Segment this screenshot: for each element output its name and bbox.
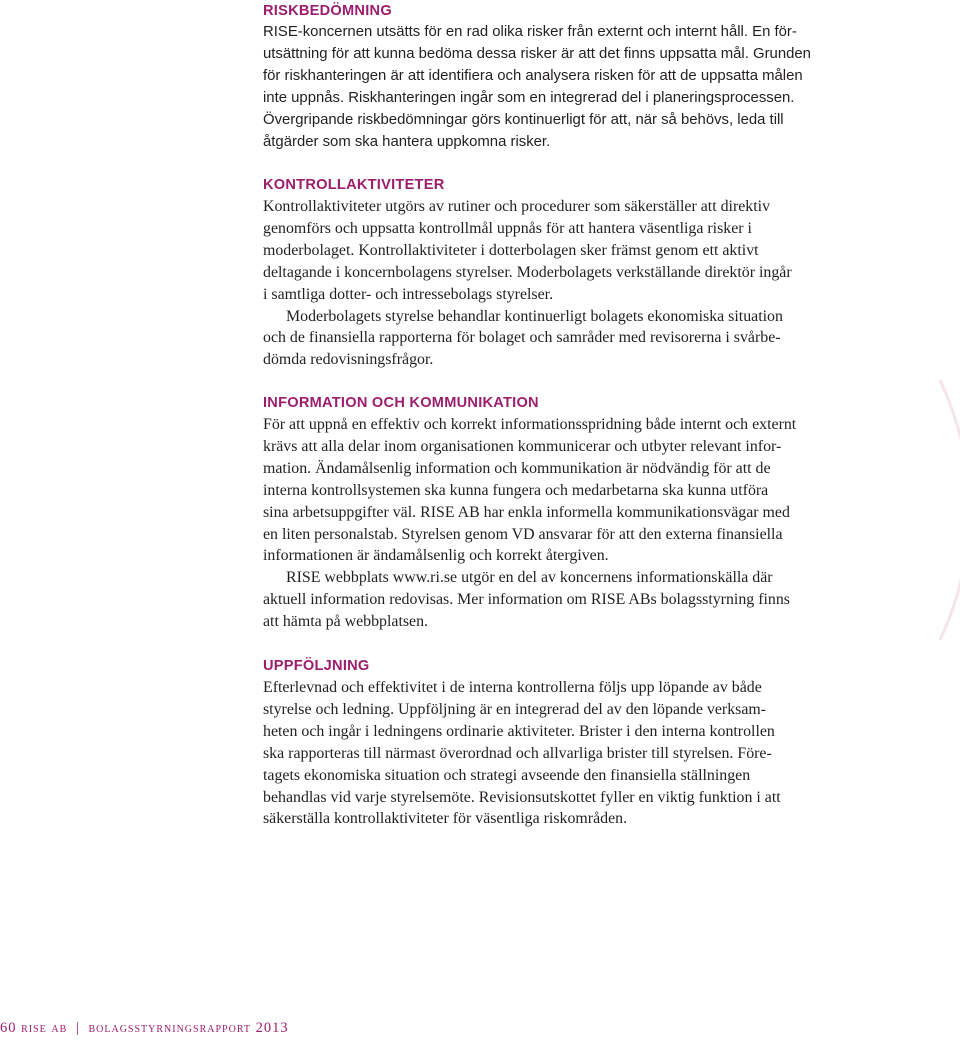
section-heading: RISKBEDÖMNING — [263, 3, 392, 19]
section-riskbedomning — [263, 0, 811, 153]
section-kontrollaktiviteter — [263, 174, 792, 371]
decorative-arc — [930, 380, 960, 640]
footer-company: rise ab — [21, 1020, 68, 1036]
body-paragraph: RISE-koncernen utsätts för en rad olika risker från externt och internt håll. En för- utsättning för att kunna bedöma dessa risker är att det finns uppsatta mål. Grunden för riskhanteringen är att identifiera och analysera risken för att de uppsatta målen inte uppnås. Riskhanteringen ingår som en integrerad del i planeringsprocessen. Övergripande riskbedömningar görs kontinuerligt för att, när så behövs, leda till åtgärder som ska hantera uppkomna risker. — [263, 24, 811, 150]
footer-report-title: bolagsstyrningsrapport 2013 — [88, 1020, 289, 1036]
body-paragraph: Moderbolagets styrelse behandlar kontinuerligt bolagets ekonomiska situation och de finansiella rapporterna för bolaget och samråder med revisorerna i svårbe- dömda redovisningsfrågor. — [263, 307, 783, 369]
section-heading: UPPFÖLJNING — [263, 658, 370, 674]
body-paragraph: Efterlevnad och effektivitet i de interna kontrollerna följs upp löpande av både styrelse och ledning. Uppföljning är en integrerad del av den löpande verksam- heten och ingår i ledningens ordinarie aktiviteter. Brister i den interna kontrollen ska rapporteras till närmast överordnad och allvarliga brister till styrelsen. Före- tagets ekonomiska situation och strategi avseende den finansiella ställningen behandlas vid varje styrelsemöte. Revisionsutskottet fyller en viktig funktion i att säkerställa kontrollaktiviteter för väsentliga riskområden. — [263, 679, 781, 828]
body-paragraph: RISE webbplats www.ri.se utgör en del av koncernens informationskälla där aktuell information redovisas. Mer information om RISE ABs bolagsstyrning finns att hämta på webbplatsen. — [263, 569, 790, 631]
page-number: 60 — [0, 1020, 17, 1036]
section-heading: INFORMATION OCH KOMMUNIKATION — [263, 395, 539, 411]
body-paragraph: För att uppnå en effektiv och korrekt informationsspridning både internt och externt krävs att alla delar inom organisationen kommunicerar och utbyter relevant infor- mation. Ändamålsenlig information och kommunikation är nödvändig för att de interna kontrollsystemen ska kunna fungera och medarbetarna ska kunna utföra sina arbetsuppgifter väl. RISE AB har enkla informella kommunikationsvägar med en liten personalstab. Styrelsen genom VD ansvarar för att den externa finansiella informationen är ändamålsenlig och korrekt återgiven. — [263, 416, 797, 565]
section-information-och-kommunikation — [263, 392, 796, 633]
body-paragraph: Kontrollaktiviteter utgörs av rutiner och procedurer som säkerställer att direktiv genomförs och uppsatta kontrollmål uppnås för att hantera väsentliga risker i moderbolaget. Kontrollaktiviteter i dotterbolagen sker främst genom ett aktivt deltagande i koncernbolagens styrelser. Moderbolagets verkställande direktör ingår i samtliga dotter- och intressebolags styrelser. — [263, 198, 792, 303]
footer-separator: | — [75, 1020, 80, 1036]
page-footer — [0, 1020, 289, 1037]
section-heading: KONTROLLAKTIVITETER — [263, 177, 445, 193]
section-uppfoljning — [263, 655, 781, 830]
